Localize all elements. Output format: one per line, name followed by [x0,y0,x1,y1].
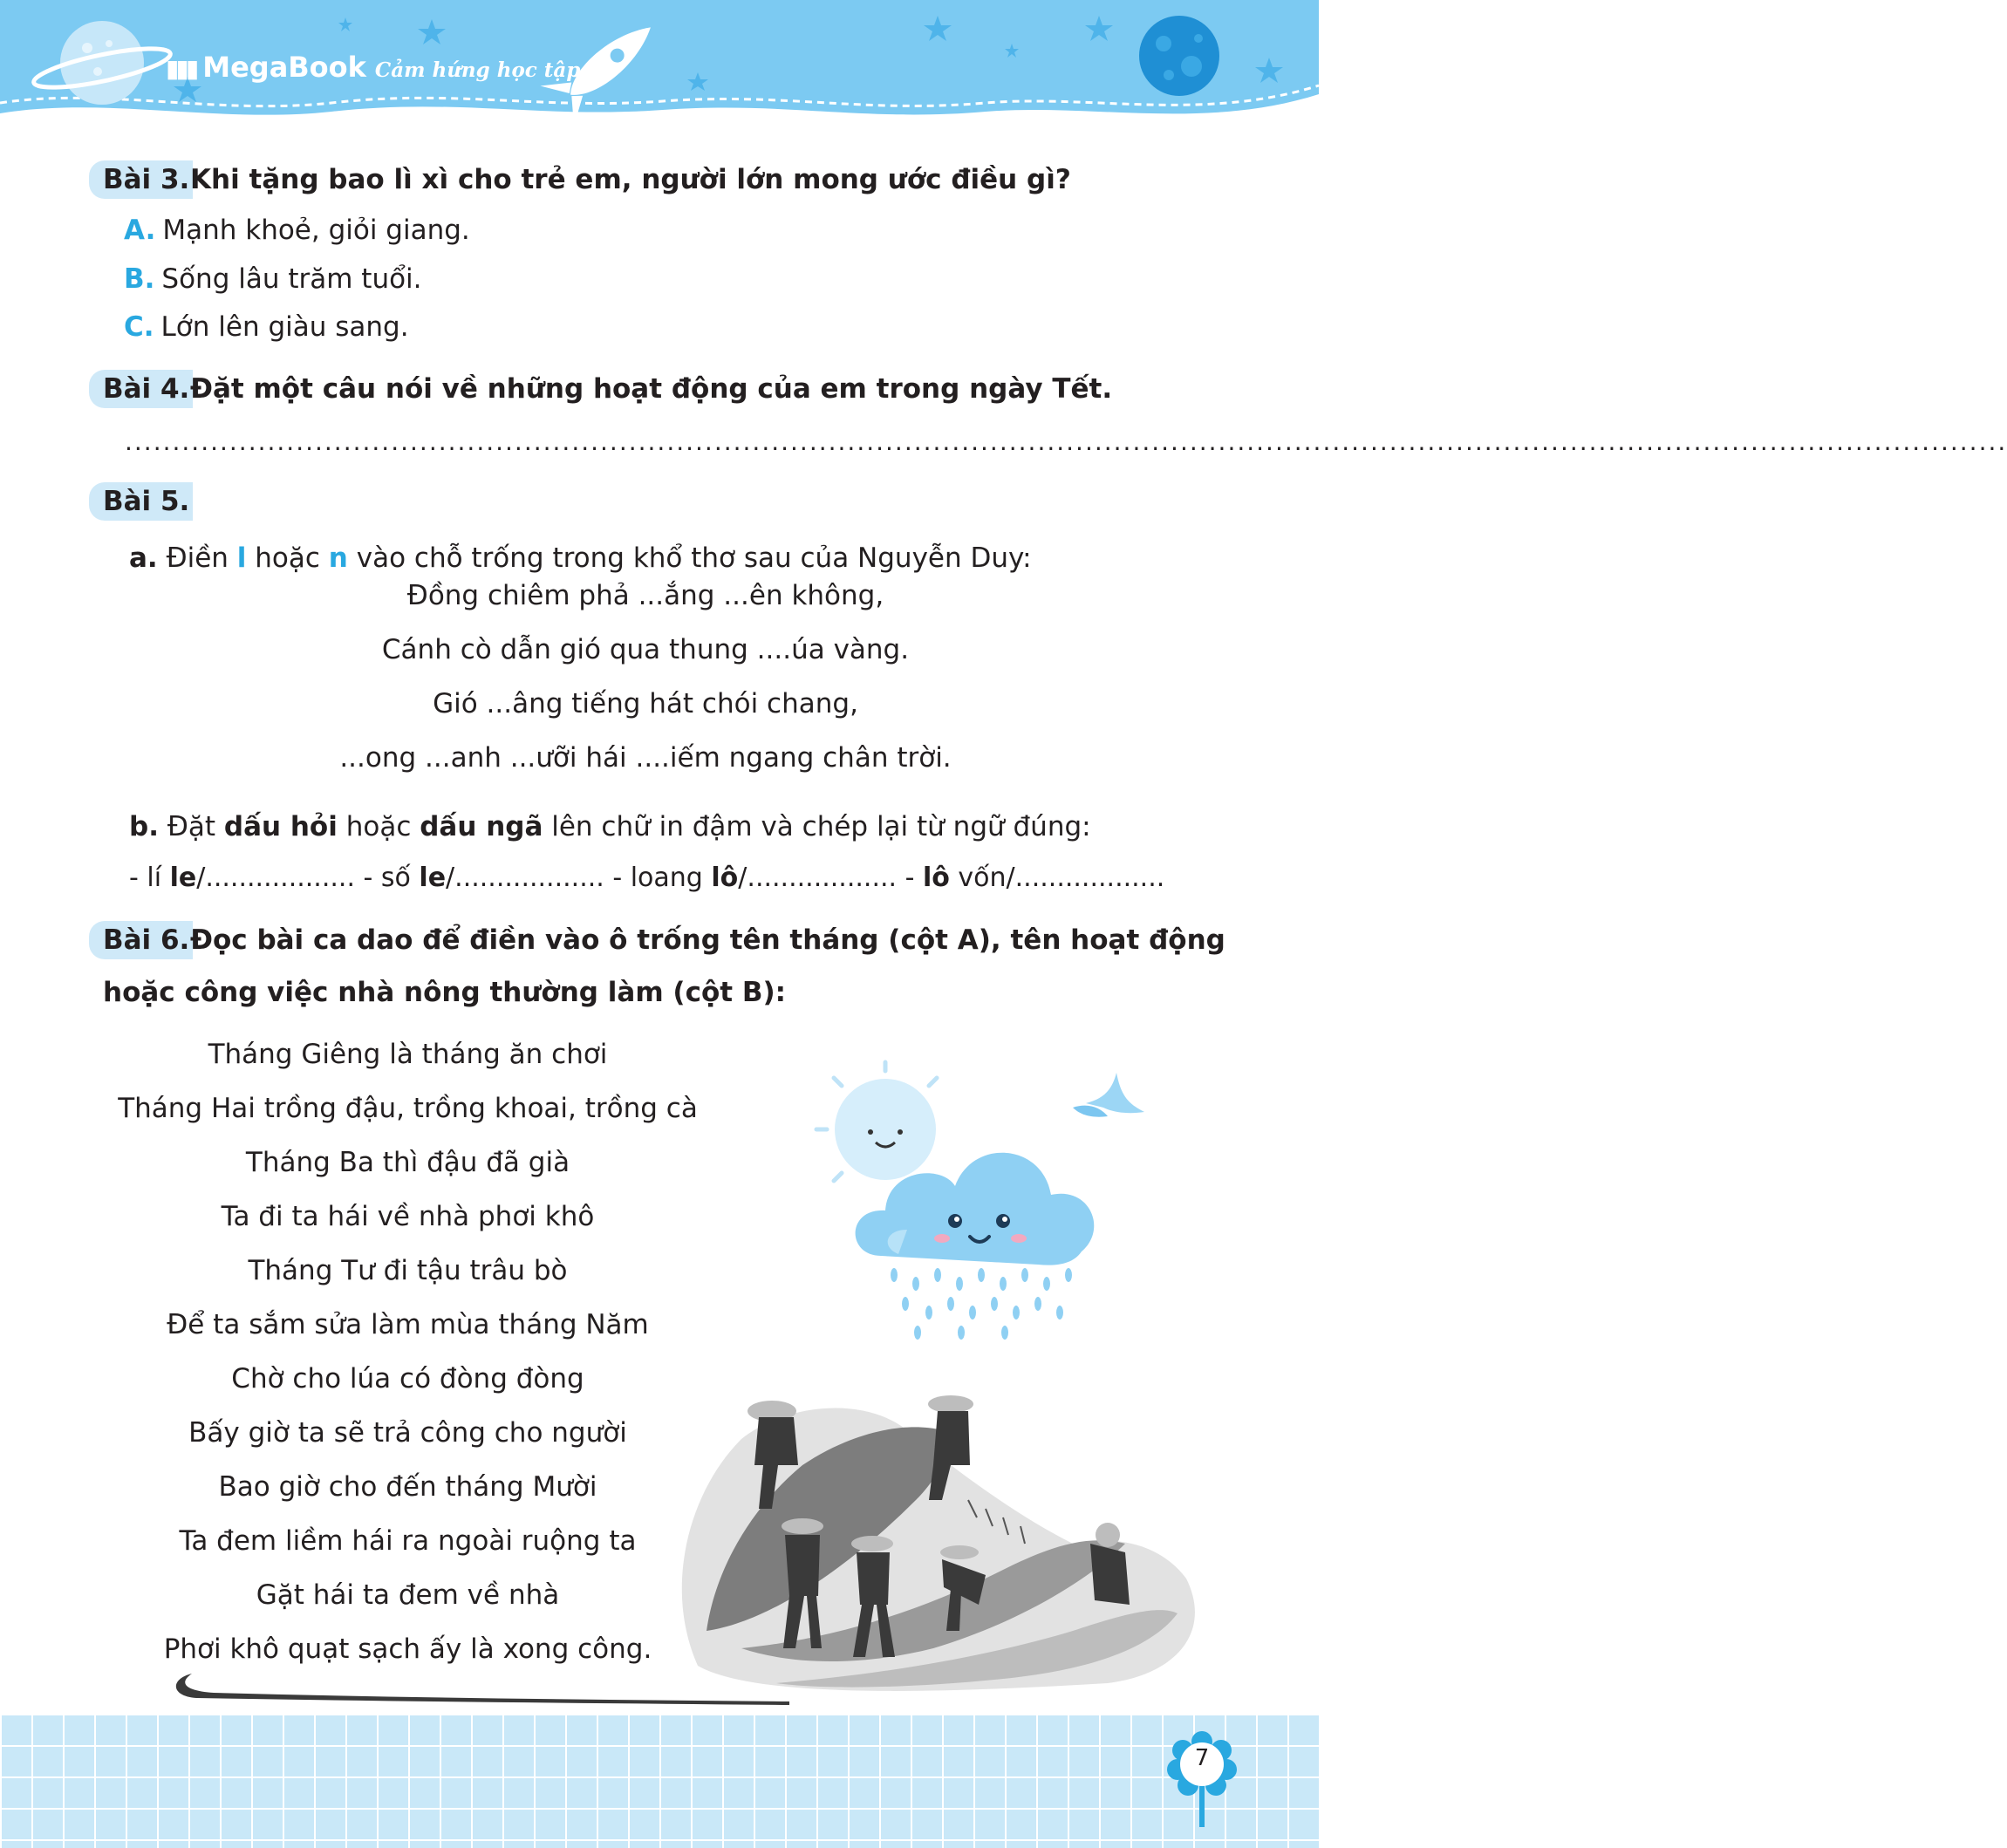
letter-n: n [328,542,348,574]
exercise-5b-instruction [129,811,1091,842]
instruction-text: vào chỗ trống trong khổ thơ sau của Nguyễn Duy: [356,542,1032,574]
poem-line: Bấy giờ ta sẽ trả công cho người [188,1417,627,1449]
brand-logo [166,51,580,84]
poem-line[interactable]: ...ong ...anh ...ưỡi hái ....iếm ngang chân trời. [339,742,952,774]
poem-line: Tháng Ba thì đậu đã già [245,1147,570,1178]
item-bold: le [169,863,197,893]
instruction-text: Điền [166,542,229,574]
poem-line[interactable]: Đồng chiêm phả ...ắng ...ên không, [406,580,884,611]
answer-line[interactable]: ...................................................................................................................................................................................................... [125,427,2007,456]
footer-grid-band [0,1714,1319,1848]
exercise-3-option-c[interactable] [124,311,409,343]
poem-line: Tháng Giêng là tháng ăn chơi [208,1039,608,1070]
instruction-text: hoặc [345,811,412,842]
bold-term: dấu ngã [420,811,543,842]
exercise-3-label: Bài 3. [89,160,193,199]
exercise-5-label: Bài 5. [89,482,193,521]
exercise-5b-items[interactable] [129,863,1164,893]
part-marker: a. [129,542,158,574]
exercise-3-question: Khi tặng bao lì xì cho trẻ em, người lớn mong ước điều gì? [190,164,1071,195]
poem-line[interactable]: Cánh cò dẫn gió qua thung ....úa vàng. [381,634,910,665]
instruction-text: hoặc [255,542,320,574]
item-blank[interactable]: /.................. [738,863,898,893]
item-prefix: - [897,863,923,893]
item-blank[interactable]: vốn/.................. [949,863,1165,893]
weather-illustration [802,1055,1151,1343]
item-blank[interactable]: /.................. [446,863,604,893]
item-prefix: - lí [129,863,170,893]
item-bold: lô [711,863,739,893]
exercise-3-option-a[interactable] [124,215,470,246]
poem-line: Bao giờ cho đến tháng Mười [218,1471,597,1503]
poem-line: Phơi khô quạt sạch ấy là xong công. [163,1633,652,1665]
raindrops [891,1268,1072,1340]
item-bold: le [419,863,447,893]
item-prefix: - số [354,863,420,893]
poem-line: Chờ cho lúa có đòng đòng [231,1363,584,1395]
option-text: Sống lâu trăm tuổi. [161,263,422,295]
letter-l: l [236,542,247,574]
moon-icon [1139,16,1219,96]
brand-name: MegaBook [202,51,366,84]
page-number: 7 [1194,1745,1210,1771]
option-text: Lớn lên giàu sang. [160,311,409,343]
option-letter: B. [124,263,155,295]
item-blank[interactable]: /.................. [196,863,355,893]
exercise-6-label: Bài 6. [89,921,193,959]
item-prefix: - loang [604,863,712,893]
part-marker: b. [129,811,159,842]
exercise-4-question: Đặt một câu nói về những hoạt động của em trong ngày Tết. [190,373,1113,405]
poem-line[interactable]: Gió ...âng tiếng hát chói chang, [433,688,858,719]
poem-line: Tháng Hai trồng đậu, trồng khoai, trồng cà [118,1093,698,1124]
page-header [0,0,1319,140]
poem-line: Tháng Tư đi tậu trâu bò [248,1255,568,1286]
bird-icon [1073,1073,1144,1117]
brand-mark: ▮▮▮ [166,54,196,83]
poem-line: Ta đi ta hái về nhà phơi khô [221,1201,595,1232]
poem-line: Gặt hái ta đem về nhà [256,1579,560,1611]
instruction-text: Đặt [167,811,216,842]
poem-line: Để ta sắm sửa làm mùa tháng Năm [167,1309,649,1340]
sun-icon [816,1062,937,1181]
instruction-text: lên chữ in đậm và chép lại từ ngữ đúng: [551,811,1091,842]
brand-tagline: Cảm hứng học tập [374,58,581,82]
poem-line: Ta đem liềm hái ra ngoài ruộng ta [179,1525,637,1557]
exercise-4-label: Bài 4. [89,370,193,408]
exercise-6-question-line2: hoặc công việc nhà nông thường làm (cột B): [103,977,787,1008]
exercise-5a-instruction [129,542,1032,574]
option-letter: C. [124,311,154,343]
option-letter: A. [124,215,156,246]
exercise-3-option-b[interactable] [124,263,422,295]
exercise-6-question-line1: Đọc bài ca dao để điền vào ô trống tên tháng (cột A), tên hoạt động [190,924,1225,956]
bold-term: dấu hỏi [223,811,338,842]
item-bold: lô [922,863,950,893]
option-text: Mạnh khoẻ, giỏi giang. [162,215,470,246]
